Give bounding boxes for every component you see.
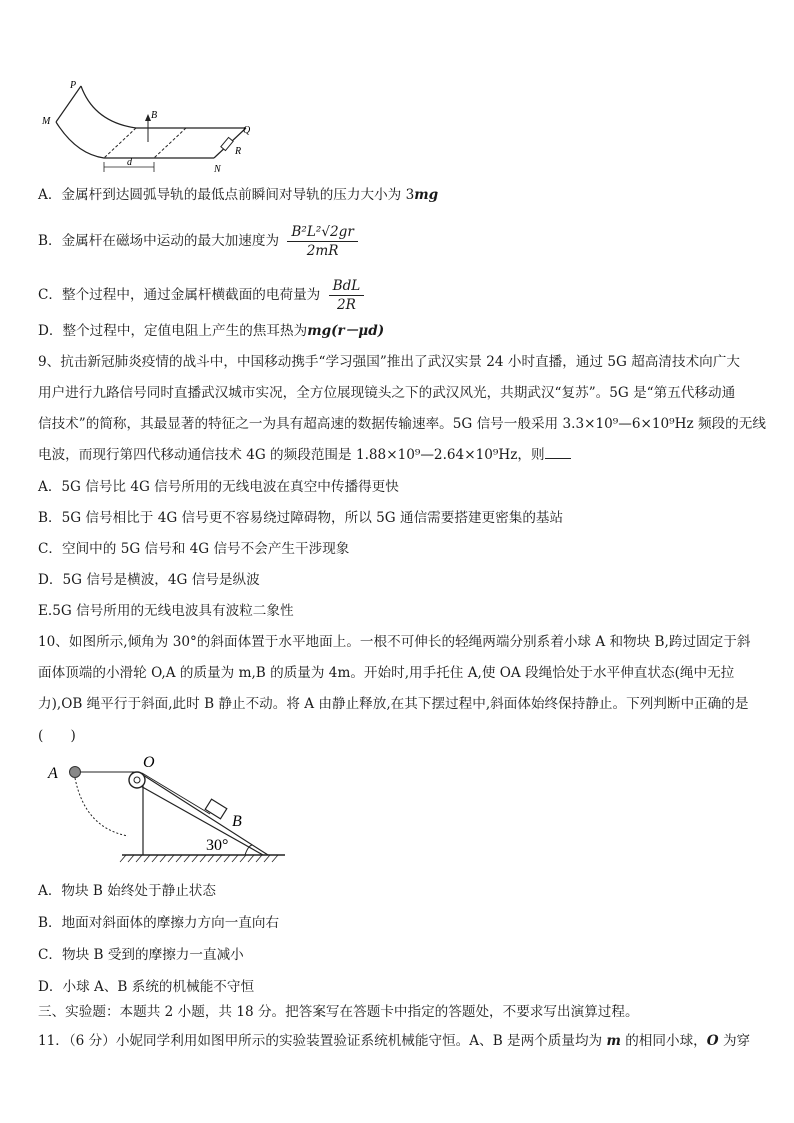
q8-option-c-fraction: $\frac{\text{BdL}}{2R}$ [329, 277, 365, 314]
label-d: d [127, 157, 132, 168]
q8-option-a: A．金属杆到达圆弧导轨的最低点前瞬间对导轨的压力大小为 3mg [38, 187, 439, 203]
incline-pulley-figure [40, 750, 290, 865]
label-A: A [48, 765, 58, 782]
q10-option-d: D．小球 A、B 系统的机械能不守恒 [38, 979, 255, 995]
rail-circuit-figure [36, 78, 266, 178]
q11-stem-1: 11．（6 分）小妮同学利用如图甲所示的实验装置验证系统机械能守恒。A、B 是两个质量均为 m 的相同小球，O 为穿 [38, 1033, 751, 1049]
q9-stem-2: 用户进行九路信号同时直播武汉城市实况，全方位展现镜头之下的武汉风光，共期武汉“复苏”。5G 是“第五代移动通 [38, 385, 736, 401]
label-O: O [143, 754, 155, 771]
q10-option-a: A．物块 B 始终处于静止状态 [38, 883, 216, 899]
label-Q: Q [243, 125, 251, 136]
q9-stem-3: 信技术”的简称，其最显著的特征之一为具有超高速的数据传输速率。5G 信号一般采用 3.3×10⁹—6×10⁹Hz 频段的无线 [38, 416, 766, 432]
q9-option-d: D．5G 信号是横波，4G 信号是纵波 [38, 572, 260, 588]
label-N: N [214, 164, 221, 175]
q9-option-a: A．5G 信号比 4G 信号所用的无线电波在真空中传播得更快 [38, 479, 399, 495]
q10-stem-4: ( ) [38, 728, 76, 744]
block-b [205, 799, 227, 819]
q9-option-e: E.5G 信号所用的无线电波具有波粒二象性 [38, 603, 294, 619]
rail-curve-back [81, 86, 246, 128]
label-B: B [151, 110, 158, 121]
swing-path [75, 778, 128, 836]
q9-stem-4: 电波，而现行第四代移动通信技术 4G 的频段范围是 1.88×10⁹—2.64×10⁹Hz，则 [38, 446, 571, 464]
resistor-r [221, 137, 233, 150]
rope-ob [142, 773, 210, 814]
q9-stem-1: 9、抗击新冠肺炎疫情的战斗中，中国移动携手“学习强国”推出了武汉实景 24 小时直播，通过 5G 超高清技术向广大 [38, 354, 740, 370]
label-R: R [235, 146, 242, 157]
rail-curve-front [56, 86, 81, 122]
label-M: M [42, 116, 51, 127]
q10-option-b: B．地面对斜面体的摩擦力方向一直向右 [38, 915, 280, 931]
field-boundary-left [104, 128, 136, 158]
q10-stem-2: 面体顶端的小滑轮 O,A 的质量为 m,B 的质量为 4m。开始时,用手托住 A,使 OA 段绳恰处于水平伸直状态(绳中无拉 [38, 665, 735, 681]
q8-option-c: C．整个过程中，通过金属杆横截面的电荷量为 $\frac{\text{BdL}}{2R}$ [38, 277, 368, 314]
q8-option-b-fraction: $\frac{\text{B²L²√2gr}}{2mR}$ [287, 223, 357, 260]
ball-a [70, 767, 81, 778]
q10-stem-3: 力),OB 绳平行于斜面,此时 B 静止不动。将 A 由静止释放,在其下摆过程中,斜面体始终保持静止。下列判断中正确的是 [38, 696, 749, 712]
q8-option-d: D．整个过程中，定值电阻上产生的焦耳热为mg(r－μd) [38, 323, 385, 339]
label-angle: 30° [206, 837, 229, 854]
q10-stem-1: 10、如图所示,倾角为 30°的斜面体置于水平地面上。一根不可伸长的轻绳两端分别系着小球 A 和物块 B,跨过固定于斜 [38, 634, 751, 650]
label-B: B [232, 813, 242, 830]
q10-option-c: C．物块 B 受到的摩擦力一直减小 [38, 947, 244, 963]
q8-option-b: B．金属杆在磁场中运动的最大加速度为 $\frac{\text{B²L²√2gr}}{2mR}$ [38, 223, 362, 260]
q9-option-b: B．5G 信号相比于 4G 信号更不容易绕过障碍物，所以 5G 通信需要搭建更密集的基站 [38, 510, 564, 526]
incline-slope-top [137, 784, 263, 855]
answer-blank [545, 446, 571, 459]
q9-option-c: C．空间中的 5G 信号和 4G 信号不会产生干涉现象 [38, 541, 350, 557]
label-P: P [70, 80, 77, 91]
field-boundary-right [154, 128, 186, 158]
ground-hatching [120, 855, 278, 862]
section-3-heading: 三、实验题：本题共 2 小题，共 18 分。把答案写在答题卡中指定的答题处，不要求写出演算过程。 [38, 1004, 639, 1020]
